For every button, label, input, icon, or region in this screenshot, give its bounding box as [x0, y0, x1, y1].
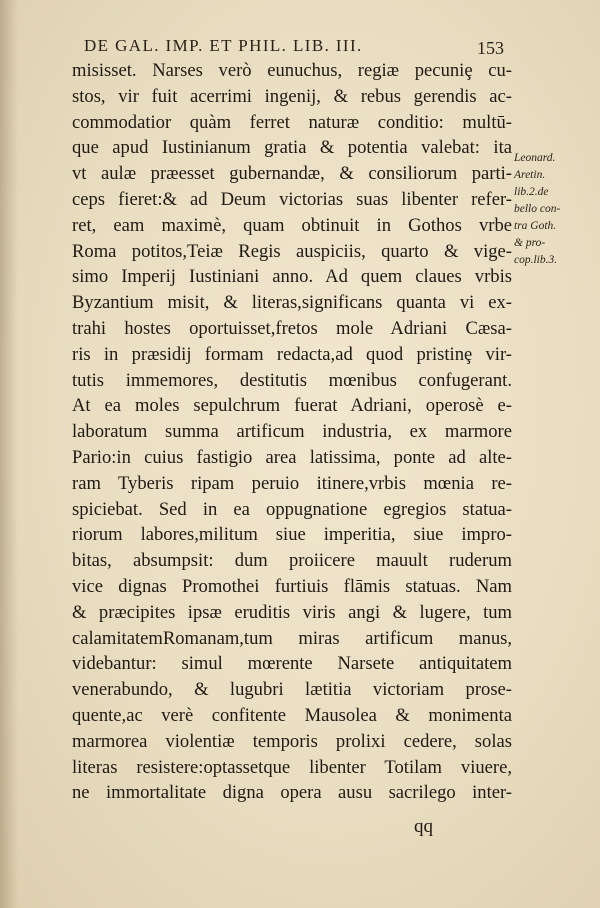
margin-note: bello con-: [514, 203, 561, 215]
text-line: commodatior quàm ferret naturæ conditio: multū-: [72, 111, 512, 133]
catchword: qq: [414, 816, 433, 837]
margin-note: cop.lib.3.: [514, 254, 558, 266]
text-line: vice dignas Promothei furtiuis flāmis statuas. Nam: [72, 575, 512, 597]
text-line: Pario:in cuius fastigio area latissima, ponte ad alte-: [72, 446, 512, 468]
margin-note: & pro-: [514, 237, 546, 249]
text-line: bitas, absumpsit: dum proiicere mauult ruderum: [72, 550, 512, 572]
text-line: simo Imperij Iustiniani anno. Ad quem claues vrbis: [72, 266, 512, 288]
text-line: marmorea violentiæ temporis prolixi cedere, solas: [72, 730, 512, 752]
text-line: ram Tyberis ripam peruio itinere,vrbis mœnia re-: [72, 472, 512, 494]
text-line: ris in præsidij formam redacta,ad quod pristinȩ vir-: [72, 343, 512, 365]
running-title: DE GAL. IMP. ET PHIL. LIB. III.: [84, 36, 363, 55]
margin-note: Leonard.: [514, 152, 556, 164]
gutter-shadow: [0, 0, 18, 908]
text-line: stos, vir fuit acerrimi ingenij, & rebus gerendis ac-: [72, 85, 512, 107]
text-line: Byzantium misit, & literas,significans quanta vi ex-: [72, 292, 512, 314]
running-head: [84, 36, 504, 60]
text-line: literas resistere:optassetque libenter Totilam viuere,: [72, 756, 512, 778]
text-line: tutis immemores, destitutis mœnibus confugerant.: [72, 369, 512, 391]
text-line: trahi hostes oportuisset,fretos mole Adriani Cæsa-: [72, 317, 512, 339]
margin-notes: [514, 150, 598, 269]
text-line: calamitatemRomanam,tum miras artificum manus,: [72, 627, 512, 649]
text-line: misisset. Narses verò eunuchus, regiæ pecuniȩ cu-: [72, 60, 512, 81]
text-line: At ea moles sepulchrum fuerat Adriani, operosè e-: [72, 395, 512, 417]
text-line: ceps fieret:& ad Deum victorias suas libenter refer-: [72, 188, 512, 210]
page-number: 153: [477, 38, 504, 58]
text-line: videbantur: simul mœrente Narsete antiquitatem: [72, 653, 512, 675]
margin-note: Aretin.: [514, 169, 546, 181]
text-line: ret, eam maximè, quam obtinuit in Gothos vrbe: [72, 214, 512, 236]
text-line: spiciebat. Sed in ea oppugnatione egregios statua-: [72, 498, 512, 520]
margin-note: lib.2.de: [514, 186, 549, 198]
text-line: ne immortalitate digna opera ausu sacrilego inter-: [72, 782, 512, 804]
margin-note: tra Goth.: [514, 220, 557, 232]
body-text: [72, 58, 512, 806]
text-line: & præcipites ipsæ eruditis viris angi & lugere, tum: [72, 601, 512, 623]
text-line: laboratum summa artificum industria, ex marmore: [72, 421, 512, 443]
text-line: quente,ac verè confitente Mausolea & monimenta: [72, 704, 512, 726]
text-line: venerabundo, & lugubri lætitia victoriam prose-: [72, 679, 512, 701]
text-line: riorum labores,militum siue imperitia, siue impro-: [72, 524, 512, 546]
text-line: que apud Iustinianum gratia & potentia valebat: ita: [72, 137, 512, 159]
text-line: vt aulæ præesset gubernandæ, & consiliorum parti-: [72, 163, 512, 185]
text-line: Roma potitos,Teiæ Regis auspiciis, quarto & vige-: [72, 240, 512, 262]
